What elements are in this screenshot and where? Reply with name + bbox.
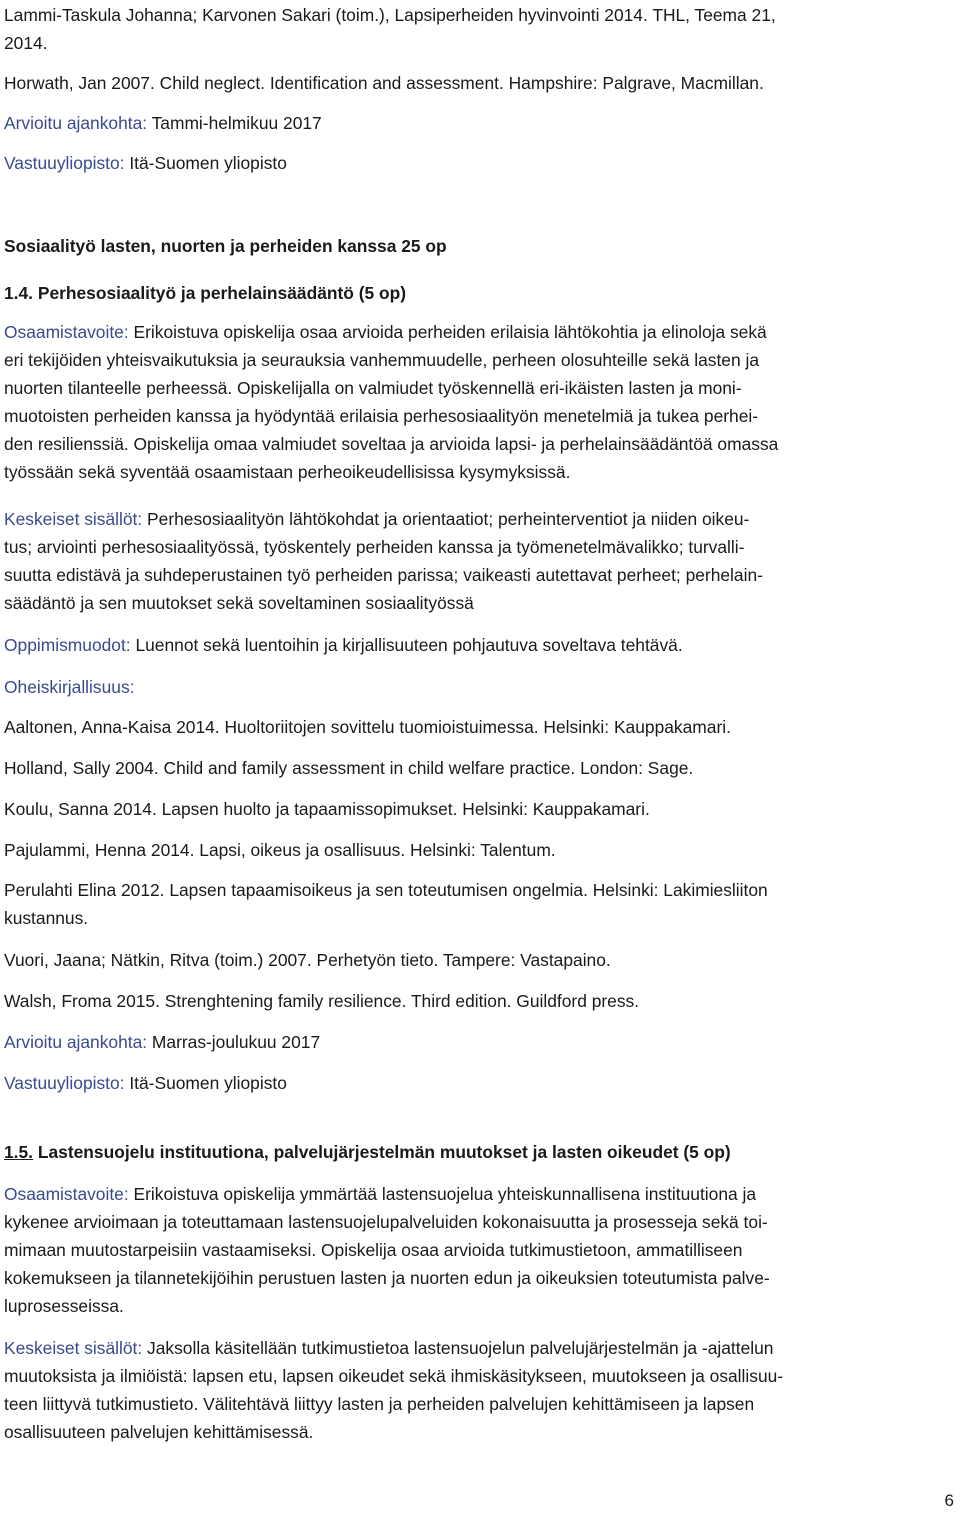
goal-label: Osaamistavoite:: [4, 322, 129, 342]
goal-line: kokemukseen ja tilannetekijöihin perustuen lasten ja nuorten edun ja oikeuksien toteutumista palve-: [4, 1268, 770, 1288]
university-line: [4, 1069, 287, 1097]
methods-text: Luennot sekä luentoihin ja kirjallisuuteen pohjautuva soveltava tehtävä.: [130, 635, 683, 655]
timing-value: Tammi-helmikuu 2017: [147, 113, 322, 133]
timing-label: Arvioitu ajankohta:: [4, 1032, 148, 1052]
literature-label: Oheiskirjallisuus:: [4, 677, 135, 697]
reference-item: Vuori, Jaana; Nätkin, Ritva (toim.) 2007. Perhetyön tieto. Tampere: Vastapaino.: [4, 950, 611, 970]
goal-line: [4, 318, 767, 346]
goal-line: eri tekijöiden yhteisvaikutuksia ja seurauksia vanhemmuudelle, perheen olosuhteille sekä lasten ja: [4, 350, 759, 370]
methods-line: [4, 631, 683, 659]
reference-item: Holland, Sally 2004. Child and family assessment in child welfare practice. London: Sage.: [4, 758, 694, 778]
page-number: 6: [944, 1491, 954, 1510]
content-line: säädäntö ja sen muutokset sekä soveltaminen sosiaalityössä: [4, 593, 474, 613]
content-line: osallisuuteen palvelujen kehittämisessä.: [4, 1422, 314, 1442]
reference-line: Lammi-Taskula Johanna; Karvonen Sakari (toim.), Lapsiperheiden hyvinvointi 2014. THL, Teema 21,: [4, 5, 776, 25]
content-text: Perhesosiaalityön lähtökohdat ja orientaatiot; perheinterventiot ja niiden oikeu-: [142, 509, 750, 529]
goal-line: mimaan muutostarpeisiin vastaamiseksi. Opiskelija osaa arvioida tutkimustietoon, ammatilliseen: [4, 1240, 743, 1260]
goal-label: Osaamistavoite:: [4, 1184, 129, 1204]
content-line: suutta edistävä ja suhdeperustainen työ perheiden parissa; vaikeasti autettavat perheet; perhelain-: [4, 565, 763, 585]
content-label: Keskeiset sisällöt:: [4, 1338, 143, 1358]
timing-value: Marras-joulukuu 2017: [147, 1032, 321, 1052]
course-number: 1.5.: [4, 1142, 34, 1162]
course-heading-1-4: [4, 279, 406, 307]
course-title: Lastensuojelu instituutiona, palvelujärjestelmän muutokset ja lasten oikeudet (5 op): [33, 1142, 731, 1162]
reference-line: Horwath, Jan 2007. Child neglect. Identification and assessment. Hampshire: Palgrave, Macmillan.: [4, 73, 764, 93]
methods-label: Oppimismuodot:: [4, 635, 131, 655]
content-line: [4, 505, 749, 533]
university-label: Vastuuyliopisto:: [4, 1073, 125, 1093]
university-value: Itä-Suomen yliopisto: [124, 1073, 287, 1093]
content-line: teen liittyvä tutkimustieto. Välitehtävä liittyy lasten ja perheiden palvelujen kehittämiseen ja lapsen: [4, 1394, 755, 1414]
goal-line: työssään sekä syventää osaamistaan perheoikeudellisissa kysymyksissä.: [4, 462, 571, 482]
goal-text: Erikoistuva opiskelija ymmärtää lastensuojelua yhteiskunnallisena instituutiona ja: [128, 1184, 757, 1204]
timing-line: [4, 1028, 320, 1056]
goal-line: muotoisten perheiden kanssa ja hyödyntää erilaisia perhesosiaalityön menetelmiä ja tukea perhei-: [4, 406, 759, 426]
university-value: Itä-Suomen yliopisto: [124, 153, 287, 173]
goal-line: den resilienssiä. Opiskelija omaa valmiudet soveltaa ja arvioida lapsi- ja perhelainsäädäntöä omassa: [4, 434, 779, 454]
timing-label: Arvioitu ajankohta:: [4, 113, 148, 133]
course-number: 1.4.: [4, 283, 34, 303]
reference-item: Perulahti Elina 2012. Lapsen tapaamisoikeus ja sen toteutumisen ongelmia. Helsinki: Lakimiesliiton: [4, 880, 768, 900]
reference-item: kustannus.: [4, 908, 89, 928]
content-line: muutoksista ja ilmiöistä: lapsen etu, lapsen oikeudet sekä ihmiskäsitykseen, muutokseen ja osallisuu-: [4, 1366, 784, 1386]
reference-item: Aaltonen, Anna-Kaisa 2014. Huoltoriitojen sovittelu tuomioistuimessa. Helsinki: Kauppakamari.: [4, 717, 731, 737]
reference-item: Pajulammi, Henna 2014. Lapsi, oikeus ja osallisuus. Helsinki: Talentum.: [4, 840, 556, 860]
reference-item: Koulu, Sanna 2014. Lapsen huolto ja tapaamissopimukset. Helsinki: Kauppakamari.: [4, 799, 650, 819]
course-heading-1-5: [4, 1138, 731, 1166]
goal-line: luprosesseissa.: [4, 1296, 124, 1316]
goal-line: nuorten tilanteelle perheessä. Opiskelijalla on valmiudet työskennellä eri-ikäisten lasten ja moni-: [4, 378, 742, 398]
university-line: [4, 149, 287, 177]
content-text: Jaksolla käsitellään tutkimustietoa lastensuojelun palvelujärjestelmän ja -ajattelun: [142, 1338, 774, 1358]
university-label: Vastuuyliopisto:: [4, 153, 125, 173]
content-label: Keskeiset sisällöt:: [4, 509, 143, 529]
content-line: tus; arviointi perhesosiaalityössä, työskentely perheiden kanssa ja työmenetelmävalikko; turvalli-: [4, 537, 745, 557]
goal-text: Erikoistuva opiskelija osaa arvioida perheiden erilaisia lähtökohtia ja elinoloja sekä: [128, 322, 767, 342]
reference-item: Walsh, Froma 2015. Strenghtening family resilience. Third edition. Guildford press.: [4, 991, 640, 1011]
section-heading: Sosiaalityö lasten, nuorten ja perheiden kanssa 25 op: [4, 236, 447, 256]
goal-line: [4, 1180, 756, 1208]
reference-line: 2014.: [4, 33, 48, 53]
goal-line: kykenee arvioimaan ja toteuttamaan lastensuojelupalveluiden kokonaisuutta ja prosesseja sekä toi-: [4, 1212, 768, 1232]
course-title: Perhesosiaalityö ja perhelainsäädäntö (5 op): [33, 283, 407, 303]
timing-line: [4, 109, 322, 137]
content-line: [4, 1334, 773, 1362]
